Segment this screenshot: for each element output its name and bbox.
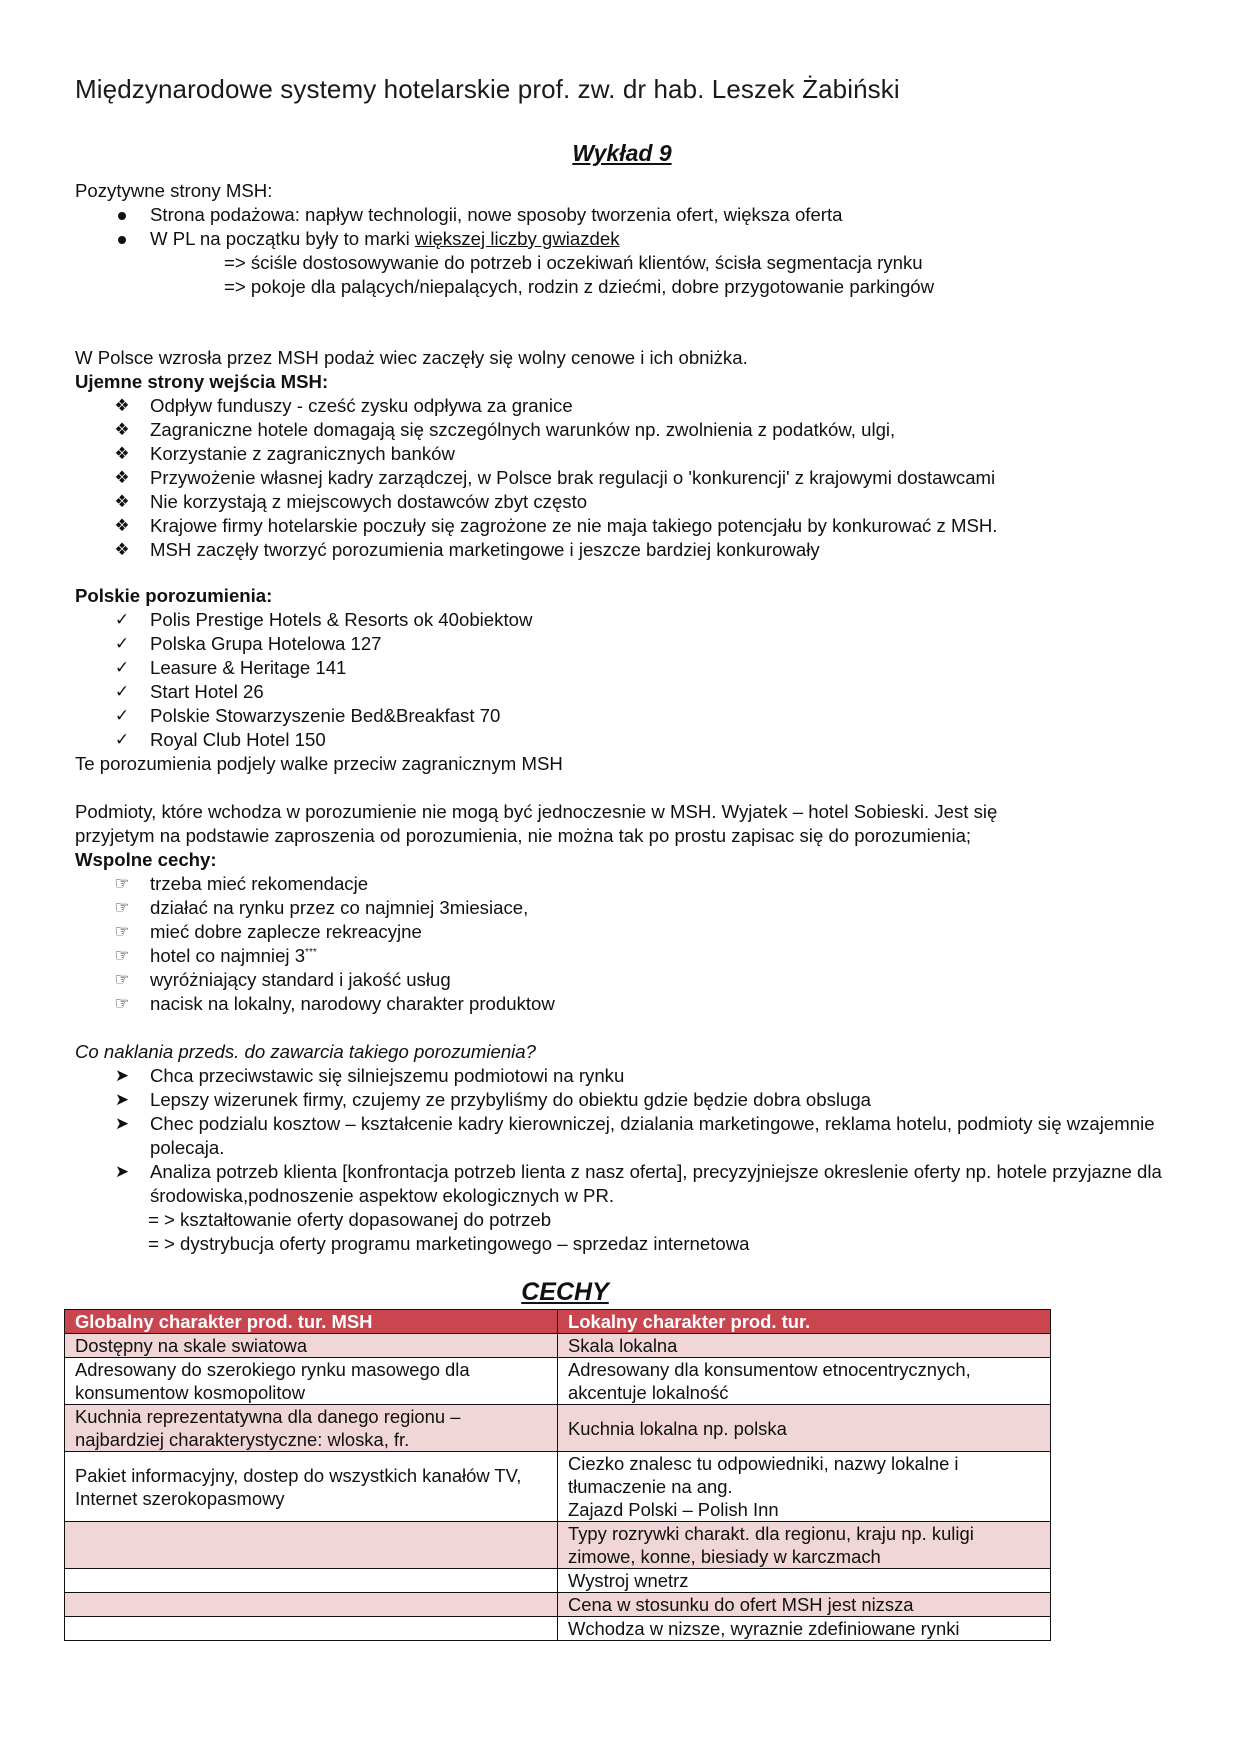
document-header: Międzynarodowe systemy hotelarskie prof. zw. dr hab. Leszek Żabiński bbox=[75, 74, 900, 104]
table-cell: Cena w stosunku do ofert MSH jest nizsza bbox=[558, 1593, 1051, 1617]
members-text: przyjetym na podstawie zaproszenia od porozumienia, nie można tak po prostu zapisac się do porozumienia; bbox=[75, 825, 972, 846]
list-item: ❖ Nie korzystają z miejscowych dostawców zbyt często bbox=[75, 490, 1195, 514]
lecture-title: Wykład 9 bbox=[572, 140, 672, 166]
checkmark-icon: ✓ bbox=[114, 610, 130, 629]
members-text: Podmioty, które wchodza w porozumienie nie mogą być jednoczesnie w MSH. Wyjatek – hotel Sobieski. Jest się bbox=[75, 801, 998, 822]
pointing-hand-icon: ☞ bbox=[114, 970, 130, 989]
diamond-bullet-icon: ❖ bbox=[114, 540, 130, 559]
table-row bbox=[65, 1569, 1051, 1593]
motivation-heading: Co naklania przeds. do zawarcia takiego porozumienia? bbox=[75, 1041, 536, 1062]
list-item: ✓ Polis Prestige Hotels & Resorts ok 40obiektow bbox=[75, 608, 1175, 632]
cechy-title: CECHY bbox=[521, 1278, 609, 1306]
table-cell: Wchodza w nizsze, wyraznie zdefiniowane rynki bbox=[558, 1617, 1051, 1641]
list-item: ✓ Polska Grupa Hotelowa 127 bbox=[75, 632, 1175, 656]
list-item: ❖ Krajowe firmy hotelarskie poczuły się zagrożone ze nie maja takiego potencjału by konkurować z MSH. bbox=[75, 514, 1195, 538]
agreements-section bbox=[75, 584, 1175, 776]
list-item: ✓ Start Hotel 26 bbox=[75, 680, 1175, 704]
table-row bbox=[65, 1617, 1051, 1641]
table-row bbox=[65, 1522, 1051, 1569]
diamond-bullet-icon: ❖ bbox=[114, 420, 130, 439]
arrowhead-icon: ➤ bbox=[114, 1162, 130, 1181]
table-header-cell: Globalny charakter prod. tur. MSH bbox=[65, 1310, 558, 1334]
diamond-bullet-icon: ❖ bbox=[114, 516, 130, 535]
list-item: ☞ hotel co najmniej 3*** bbox=[75, 944, 1195, 968]
arrowhead-icon: ➤ bbox=[114, 1090, 130, 1109]
list-item: ☞ wyróżniający standard i jakość usług bbox=[75, 968, 1195, 992]
sub-item: = > kształtowanie oferty dopasowanej do potrzeb bbox=[148, 1209, 552, 1230]
sub-item: => ściśle dostosowywanie do potrzeb i oczekiwań klientów, ścisła segmentacja rynku bbox=[224, 252, 923, 273]
list-item: ☞ mieć dobre zaplecze rekreacyjne bbox=[75, 920, 1195, 944]
positives-section bbox=[75, 179, 1175, 299]
checkmark-icon: ✓ bbox=[114, 706, 130, 725]
table-row bbox=[65, 1358, 1051, 1405]
list-item: ☞ działać na rynku przez co najmniej 3miesiace, bbox=[75, 896, 1195, 920]
negatives-heading: Ujemne strony wejścia MSH: bbox=[75, 371, 329, 392]
table-row bbox=[65, 1452, 1051, 1522]
table-cell bbox=[65, 1569, 558, 1593]
table-cell: Pakiet informacyjny, dostep do wszystkich kanałów TV, Internet szerokopasmowy bbox=[65, 1452, 558, 1522]
bullet-dot-icon bbox=[110, 227, 134, 251]
list-item: ❖ Odpływ funduszy - cześć zysku odpływa za granice bbox=[75, 394, 1195, 418]
list-item: ❖ MSH zaczęły tworzyć porozumienia marketingowe i jeszcze bardziej konkurowały bbox=[75, 538, 1195, 562]
table-row bbox=[65, 1334, 1051, 1358]
pointing-hand-icon: ☞ bbox=[114, 994, 130, 1013]
common-features-heading: Wspolne cechy: bbox=[75, 849, 217, 870]
table-cell bbox=[65, 1522, 558, 1569]
checkmark-icon: ✓ bbox=[114, 682, 130, 701]
motivation-section bbox=[75, 1040, 1175, 1256]
list-item: ➤ Analiza potrzeb klienta [konfrontacja potrzeb lienta z nasz oferta], precyzyjniejsze okreslenie oferty np. hotele przyjazne dla środowiska,podnoszenie aspektow ekologicznych w PR. bbox=[75, 1160, 1175, 1208]
list-item: ❖ Przywożenie własnej kadry zarządczej, w Polsce brak regulacji o 'konkurencji' z krajowymi dostawcami bbox=[75, 466, 1195, 490]
list-item: ➤ Lepszy wizerunek firmy, czujemy ze przybyliśmy do obiektu gdzie będzie dobra obsluga bbox=[75, 1088, 1175, 1112]
checkmark-icon: ✓ bbox=[114, 658, 130, 677]
list-item: Strona podażowa: napływ technologii, nowe sposoby tworzenia ofert, większa oferta bbox=[75, 203, 1175, 227]
negatives-section bbox=[75, 346, 1195, 562]
table-cell: Ciezko znalesc tu odpowiedniki, nazwy lokalne i tłumaczenie na ang. Zajazd Polski – Polish Inn bbox=[558, 1452, 1051, 1522]
members-section bbox=[75, 800, 1195, 1016]
table-cell: Skala lokalna bbox=[558, 1334, 1051, 1358]
pointing-hand-icon: ☞ bbox=[114, 946, 130, 965]
table-cell bbox=[65, 1593, 558, 1617]
table-cell: Adresowany dla konsumentow etnocentrycznych, akcentuje lokalność bbox=[558, 1358, 1051, 1405]
negatives-intro: W Polsce wzrosła przez MSH podaż wiec zaczęły się wolny cenowe i ich obniżka. bbox=[75, 347, 748, 368]
table-cell: Typy rozrywki charakt. dla regionu, kraju np. kuligi zimowe, konne, biesiady w karczmach bbox=[558, 1522, 1051, 1569]
arrowhead-icon: ➤ bbox=[114, 1066, 130, 1085]
table-header-row bbox=[65, 1310, 1051, 1334]
list-item: ✓ Leasure & Heritage 141 bbox=[75, 656, 1175, 680]
diamond-bullet-icon: ❖ bbox=[114, 492, 130, 511]
checkmark-icon: ✓ bbox=[114, 730, 130, 749]
pointing-hand-icon: ☞ bbox=[114, 922, 130, 941]
pointing-hand-icon: ☞ bbox=[114, 874, 130, 893]
list-item: ❖ Zagraniczne hotele domagają się szczególnych warunków np. zwolnienia z podatków, ulgi, bbox=[75, 418, 1195, 442]
table-row bbox=[65, 1593, 1051, 1617]
table-cell: Dostępny na skale swiatowa bbox=[65, 1334, 558, 1358]
list-item: ❖ Korzystanie z zagranicznych banków bbox=[75, 442, 1195, 466]
table-cell bbox=[65, 1617, 558, 1641]
bullet-dot-icon bbox=[110, 203, 134, 227]
pointing-hand-icon: ☞ bbox=[114, 898, 130, 917]
list-item: ✓ Polskie Stowarzyszenie Bed&Breakfast 70 bbox=[75, 704, 1175, 728]
list-item: ➤ Chec podzialu kosztow – kształcenie kadry kierowniczej, dzialania marketingowe, reklama hotelu, podmioty się wzajemnie polecaja. bbox=[75, 1112, 1175, 1160]
table-header-cell: Lokalny charakter prod. tur. bbox=[558, 1310, 1051, 1334]
positives-heading: Pozytywne strony MSH: bbox=[75, 180, 273, 201]
diamond-bullet-icon: ❖ bbox=[114, 444, 130, 463]
table-cell: Wystroj wnetrz bbox=[558, 1569, 1051, 1593]
underlined-phrase: większej liczby gwiazdek bbox=[414, 228, 620, 249]
sub-item: => pokoje dla palących/niepalących, rodzin z dziećmi, dobre przygotowanie parkingów bbox=[224, 276, 935, 297]
checkmark-icon: ✓ bbox=[114, 634, 130, 653]
table-cell: Adresowany do szerokiego rynku masowego dla konsumentow kosmopolitow bbox=[65, 1358, 558, 1405]
agreements-heading: Polskie porozumienia: bbox=[75, 585, 273, 606]
list-item: ➤ Chca przeciwstawic się silniejszemu podmiotowi na rynku bbox=[75, 1064, 1175, 1088]
arrowhead-icon: ➤ bbox=[114, 1114, 130, 1133]
diamond-bullet-icon: ❖ bbox=[114, 396, 130, 415]
list-item: ☞ trzeba mieć rekomendacje bbox=[75, 872, 1195, 896]
agreements-summary: Te porozumienia podjely walke przeciw zagranicznym MSH bbox=[75, 753, 563, 774]
list-item: ✓ Royal Club Hotel 150 bbox=[75, 728, 1175, 752]
table-cell: Kuchnia lokalna np. polska bbox=[558, 1405, 1051, 1452]
list-item: W PL na początku były to marki większej liczby gwiazdek bbox=[75, 227, 1175, 251]
cechy-table bbox=[64, 1309, 1051, 1641]
table-cell: Kuchnia reprezentatywna dla danego regionu – najbardziej charakterystyczne: wloska, fr. bbox=[65, 1405, 558, 1452]
sub-item: = > dystrybucja oferty programu marketingowego – sprzedaz internetowa bbox=[148, 1233, 750, 1254]
list-item: ☞ nacisk na lokalny, narodowy charakter produktow bbox=[75, 992, 1195, 1016]
table-row bbox=[65, 1405, 1051, 1452]
stars-superscript: *** bbox=[305, 946, 317, 958]
diamond-bullet-icon: ❖ bbox=[114, 468, 130, 487]
